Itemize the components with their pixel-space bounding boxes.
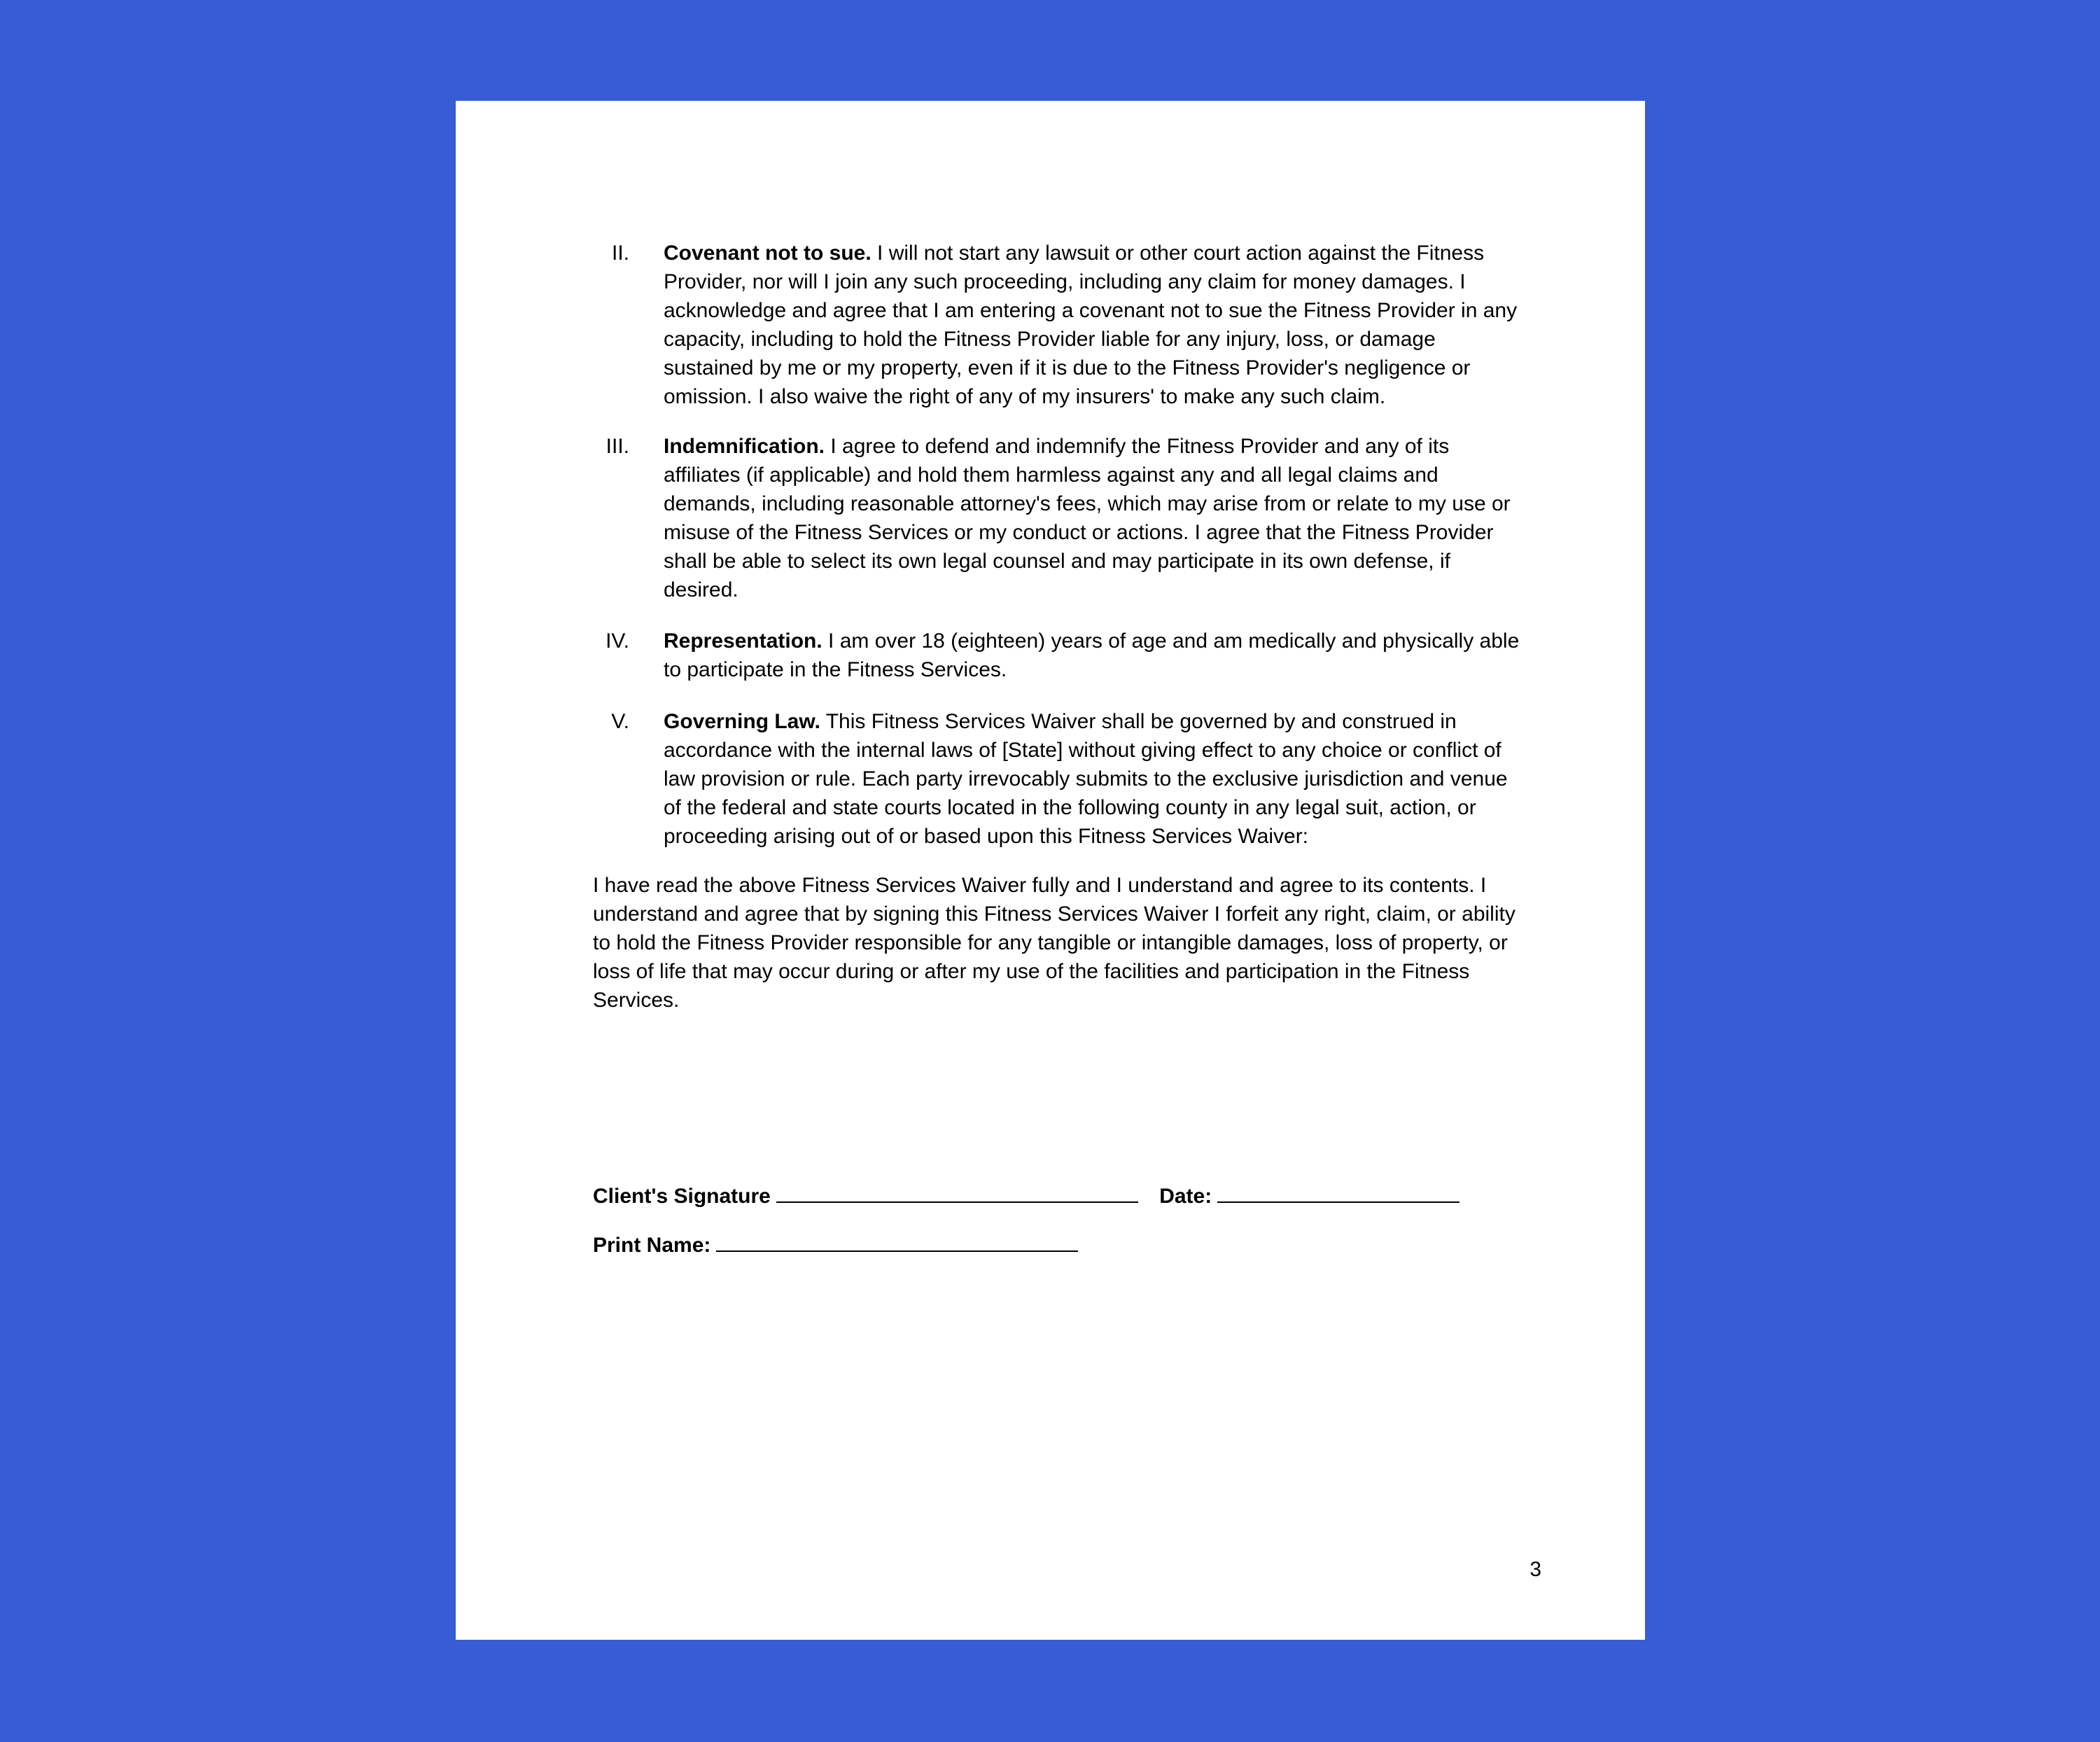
- clause-numeral: III.: [606, 435, 629, 458]
- client-signature-label: Client's Signature: [593, 1185, 771, 1208]
- clause-body: I agree to defend and indemnify the Fitness Provider and any of its affiliates (if applicable) and hold them harmless against any and all legal claims and demands, including reasonable attorney's fees, which may arise from or relate to my use or misuse of the Fitness Services or my conduct or actions. I agree that the Fitness Provider shall be able to select its own legal counsel and may participate in its own defense, if desired.: [664, 435, 1511, 601]
- date-label: Date:: [1159, 1185, 1212, 1208]
- print-name-label: Print Name:: [593, 1234, 711, 1257]
- acknowledgement-paragraph: I have read the above Fitness Services Waiver fully and I understand and agree to its contents. I understand and agree that by signing this Fitness Services Waiver I forfeit any right, claim, or ability to hold the Fitness Provider responsible for any tangible or intangible damages, loss of property, or loss of life that may occur during or after my use of the facilities and participation in the Fitness Services.: [593, 874, 1516, 1012]
- clause-body: This Fitness Services Waiver shall be governed by and construed in accordance with the internal laws of [State] without giving effect to any choice or conflict of law provision or rule. Each party irrevocably submits to the exclusive jurisdiction and venue of the federal and state courts located in the following county in any legal suit, action, or proceeding arising out of or based upon this Fitness Services Waiver:: [664, 710, 1508, 848]
- clause-body: I am over 18 (eighteen) years of age and am medically and physically able to participate in the Fitness Services.: [664, 629, 1520, 681]
- clause-heading: Indemnification.: [664, 435, 825, 458]
- clause-numeral: V.: [611, 710, 629, 733]
- clause-text: [664, 707, 1525, 851]
- print-name-row: [593, 1229, 1078, 1260]
- clause-heading: Governing Law.: [664, 710, 820, 733]
- clause-numeral: IV.: [606, 629, 629, 653]
- clause-heading: Representation.: [664, 629, 822, 653]
- clause-heading: Covenant not to sue.: [664, 242, 872, 265]
- client-signature-field[interactable]: [776, 1180, 1138, 1203]
- date-field[interactable]: [1217, 1180, 1460, 1203]
- print-name-field[interactable]: [716, 1229, 1078, 1252]
- clause-numeral: II.: [611, 242, 629, 265]
- clause-text: [664, 239, 1525, 411]
- clause-text: [664, 627, 1525, 684]
- page-number: 3: [1530, 1558, 1541, 1581]
- document-page: [456, 101, 1645, 1640]
- client-signature-row: [593, 1180, 1460, 1211]
- clause-text: [664, 432, 1525, 604]
- clause-body: I will not start any lawsuit or other court action against the Fitness Provider, nor will I join any such proceeding, including any claim for money damages. I acknowledge and agree that I am entering a covenant not to sue the Fitness Provider in any capacity, including to hold the Fitness Provider liable for any injury, loss, or damage sustained by me or my property, even if it is due to the Fitness Provider's negligence or omission. I also waive the right of any of my insurers' to make any such claim.: [664, 242, 1518, 408]
